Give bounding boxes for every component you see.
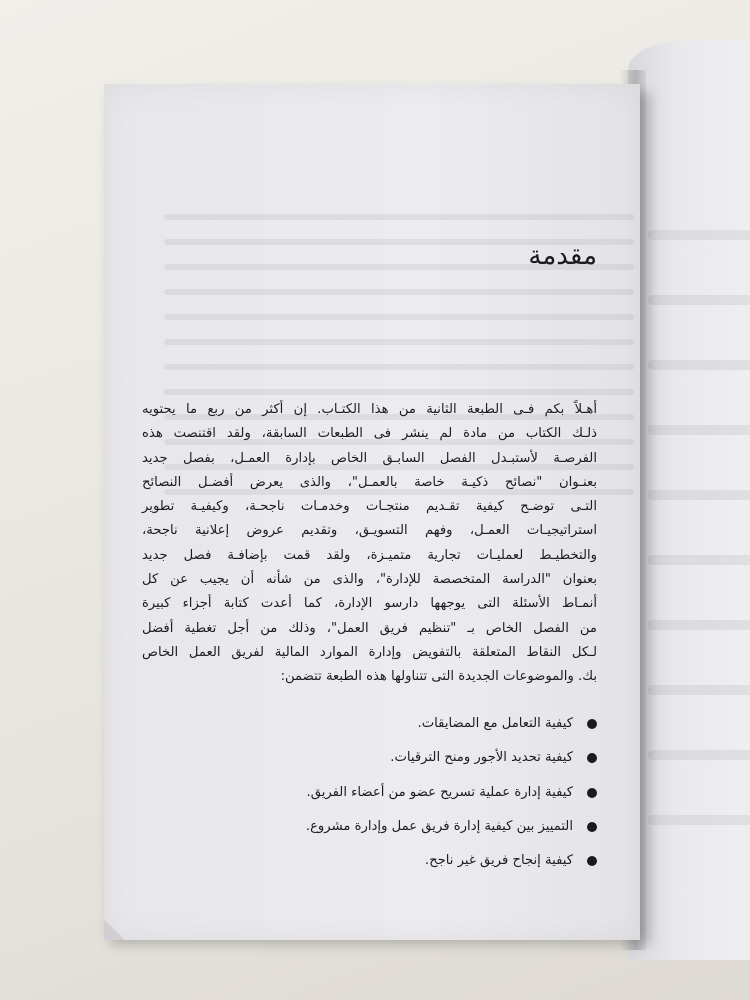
bullet-dot-icon [587,788,597,798]
intro-paragraph [142,398,597,690]
topics-list [217,712,597,883]
list-item [217,746,597,780]
paragraph-line: أنمـاط الأسئلة التى يوجهها دارسو الإدارة، كما أعدت كتابة أجزاء كبيرة [142,596,597,612]
chapter-heading: مقدمة [528,241,597,271]
list-item [217,712,597,746]
paragraph-line: والتخطيـط لعمليـات تجارية متميـزة، ولقد قمت بإضافـة فصل جديد [142,547,597,563]
paragraph-line: الفرصـة لأستبـدل الفصل السابـق الخاص بإدارة العمـل، بفصل جديد [142,450,597,466]
paragraph-line: لـكل النقاط المتعلقة بالتفويض وإدارة الموارد المالية لفريق العمل الخاص [142,644,597,660]
list-item-text: كيفية إنجاح فريق غير ناجح. [424,853,573,869]
list-item [217,849,597,883]
paragraph-line: التـى توضـح كيفية تقـديم منتجـات وخدمـات ناجحـة، وكيفيـة تطوير [142,499,597,515]
bullet-dot-icon [587,822,597,832]
page-text [142,0,597,1000]
right-page-faded-marks [648,230,750,880]
list-item-text: التمييز بين كيفية إدارة فريق عمل وإدارة مشروع. [305,818,573,834]
list-item [217,781,597,815]
list-item-text: كيفية التعامل مع المضايقات. [417,716,573,731]
list-item-text: كيفية إدارة عملية تسريح عضو من أعضاء الفريق. [306,784,573,800]
bullet-dot-icon [587,856,597,866]
paragraph-line: بعنوان "الدراسة المتخصصة للإدارة"، والذى من شأنه أن يجيب عن كل [142,572,597,588]
list-item-text: كيفية تحديد الأجور ومنح الترقيات. [390,750,573,766]
paragraph-line: بعنـوان "نصائح ذكيـة خاصة بالعمـل"، والذى يعرض أفضـل النصائح [142,474,597,490]
paragraph-line: استراتيجيـات العمـل، وفهم التسويـق، وتقديم عروض إعلانية ناجحة، [142,523,597,539]
bullet-dot-icon [587,719,597,729]
paragraph-line: أهـلاً بكم فـى الطبعة الثانية من هذا الكتـاب. إن أكثر من ربع ما يحتويه [142,402,597,417]
page-corner-curl [104,918,124,940]
list-item [217,815,597,849]
paragraph-line: من الفصل الخاص بـ "تنظيم فريق العمل"، وذلك من أجل تغطية أفضل [142,620,597,636]
paragraph-line: ذلـك الكتاب من مادة لم ينشر فى الطبعات السابقة، ولقد اقتنصت هذه [142,426,597,442]
bullet-dot-icon [587,753,597,763]
paragraph-line: بك. والموضوعات الجديدة التى تتناولها هذه الطبعة تتضمن: [280,669,597,685]
